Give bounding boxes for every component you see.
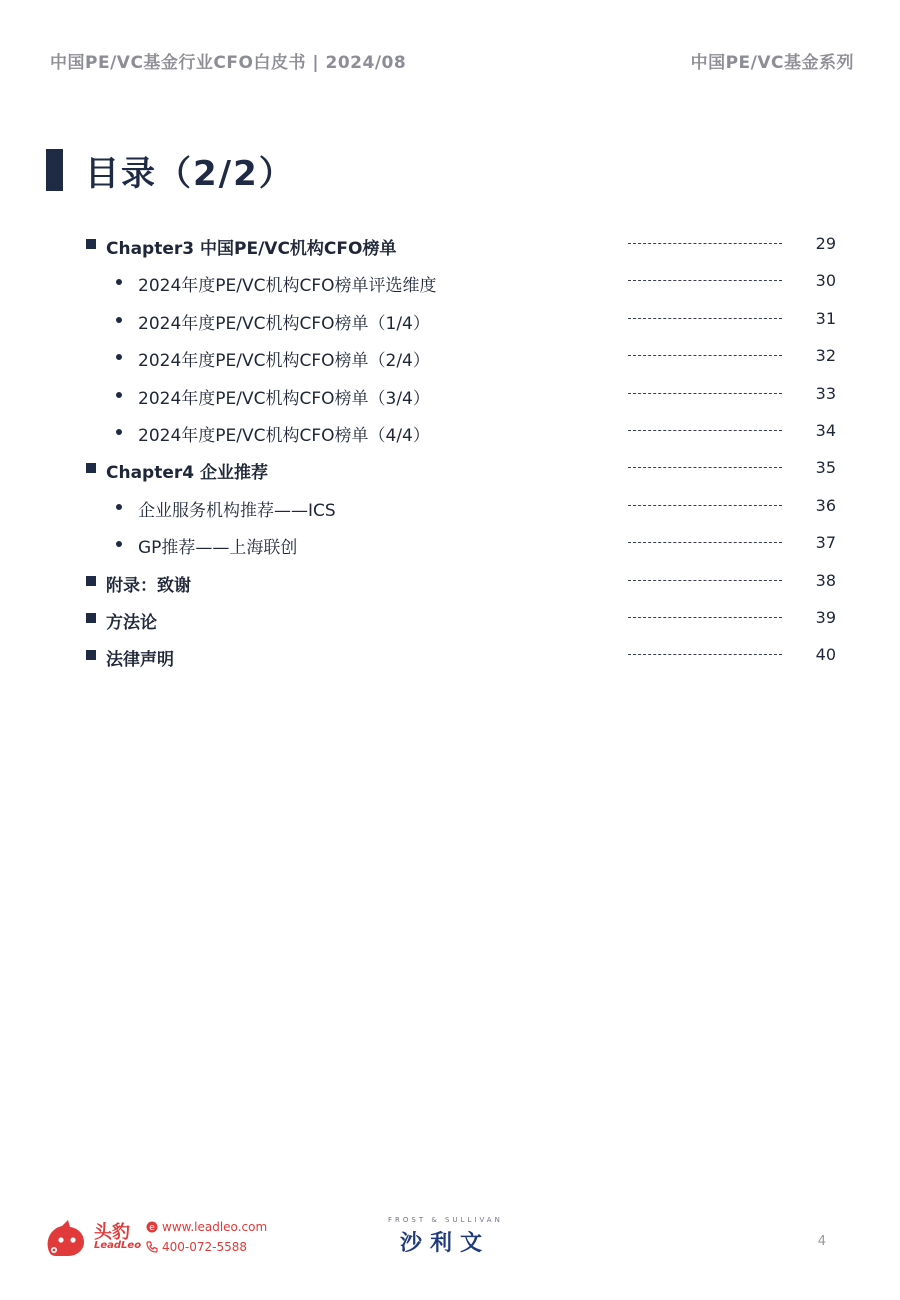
toc-page-number: 40: [815, 645, 836, 665]
svg-text:e: e: [149, 1223, 155, 1233]
toc-page-number: 38: [815, 570, 836, 590]
toc-leader-dashes: [628, 355, 782, 356]
dot-bullet-icon: [116, 317, 122, 323]
toc-page-number: 35: [815, 458, 836, 478]
toc-entry-label: 2024年度PE/VC机构CFO榜单评选维度: [138, 276, 437, 297]
page-number: 4: [817, 1234, 826, 1249]
header-report-title: 中国PE/VC基金行业CFO白皮书 | 2024/08: [50, 53, 407, 73]
toc-item-row[interactable]: [0, 264, 900, 301]
website-text[interactable]: www.leadleo.com: [162, 1220, 268, 1234]
toc-entry-label: 附录：致谢: [106, 575, 191, 596]
header-series-title: 中国PE/VC基金系列: [690, 53, 854, 73]
toc-leader-dashes: [628, 580, 782, 581]
title-accent-bar: [46, 149, 63, 191]
toc-leader-dashes: [628, 430, 782, 431]
dot-bullet-icon: [116, 354, 122, 360]
dot-bullet-icon: [116, 279, 122, 285]
dot-bullet-icon: [116, 541, 122, 547]
dot-bullet-icon: [116, 429, 122, 435]
toc-item-row[interactable]: [0, 526, 900, 563]
leopard-head-icon: [44, 1218, 88, 1258]
toc-entry-label: 法律声明: [106, 650, 174, 671]
dot-bullet-icon: [116, 392, 122, 398]
toc-leader-dashes: [628, 243, 782, 244]
toc-page-number: 36: [815, 495, 836, 515]
logo-text-en: LeadLeo: [94, 1240, 142, 1251]
partner-name-cn: 沙利文: [400, 1231, 491, 1256]
toc-page-number: 30: [815, 271, 836, 291]
toc-page-number: 32: [815, 346, 836, 366]
toc-item-row[interactable]: [0, 414, 900, 451]
square-bullet-icon: [86, 239, 96, 249]
section-title: [46, 148, 295, 192]
frost-sullivan-logo: [388, 1216, 518, 1256]
toc-entry-label: 企业服务机构推荐——ICS: [138, 500, 336, 521]
toc-entry-label: 2024年度PE/VC机构CFO榜单（2/4）: [138, 351, 430, 372]
toc-leader-dashes: [628, 467, 782, 468]
toc-item-row[interactable]: [0, 489, 900, 526]
toc-entry-label: Chapter3 中国PE/VC机构CFO榜单: [106, 239, 397, 259]
toc-entry-label: GP推荐——上海联创: [138, 538, 298, 559]
toc-entry-label: 2024年度PE/VC机构CFO榜单（3/4）: [138, 388, 430, 409]
web-icon: [146, 1221, 158, 1233]
toc-entry-label: 方法论: [106, 613, 157, 633]
toc-chapter-row[interactable]: [0, 564, 900, 601]
toc-page-number: 29: [815, 234, 836, 253]
toc-leader-dashes: [628, 505, 782, 506]
toc-leader-dashes: [628, 318, 782, 319]
square-bullet-icon: [86, 650, 96, 660]
square-bullet-icon: [86, 613, 96, 623]
phone-contact: [146, 1240, 247, 1254]
toc-page-number: 33: [815, 383, 836, 403]
page-title: 目录（2/2）: [85, 153, 295, 194]
toc-leader-dashes: [628, 542, 782, 543]
square-bullet-icon: [86, 576, 96, 586]
toc-leader-dashes: [628, 617, 782, 618]
toc-item-row[interactable]: [0, 339, 900, 376]
toc-page-number: 34: [815, 421, 836, 440]
toc-leader-dashes: [628, 654, 782, 655]
toc-chapter-row[interactable]: [0, 638, 900, 675]
square-bullet-icon: [86, 463, 96, 473]
phone-text: 400-072-5588: [162, 1240, 248, 1254]
toc-page-number: 37: [815, 533, 836, 553]
toc-leader-dashes: [628, 393, 782, 394]
toc-item-row[interactable]: [0, 377, 900, 414]
dot-bullet-icon: [116, 504, 122, 510]
toc-entry-label: Chapter4 企业推荐: [106, 463, 269, 484]
toc-chapter-row[interactable]: [0, 227, 900, 264]
toc-leader-dashes: [628, 280, 782, 281]
phone-icon: [146, 1241, 158, 1253]
toc-chapter-row[interactable]: [0, 451, 900, 488]
website-contact: [146, 1220, 267, 1234]
toc-entry-label: 2024年度PE/VC机构CFO榜单（1/4）: [138, 313, 430, 334]
toc-page-number: 31: [815, 308, 836, 328]
toc-item-row[interactable]: [0, 302, 900, 339]
toc-page-number: 39: [815, 608, 836, 627]
toc-chapter-row[interactable]: [0, 601, 900, 638]
logo-text-cn: 头豹: [94, 1222, 130, 1243]
leadleo-logo: [44, 1212, 274, 1262]
toc-entry-label: 2024年度PE/VC机构CFO榜单（4/4）: [138, 426, 430, 446]
partner-name-en: FROST & SULLIVAN: [388, 1216, 503, 1224]
